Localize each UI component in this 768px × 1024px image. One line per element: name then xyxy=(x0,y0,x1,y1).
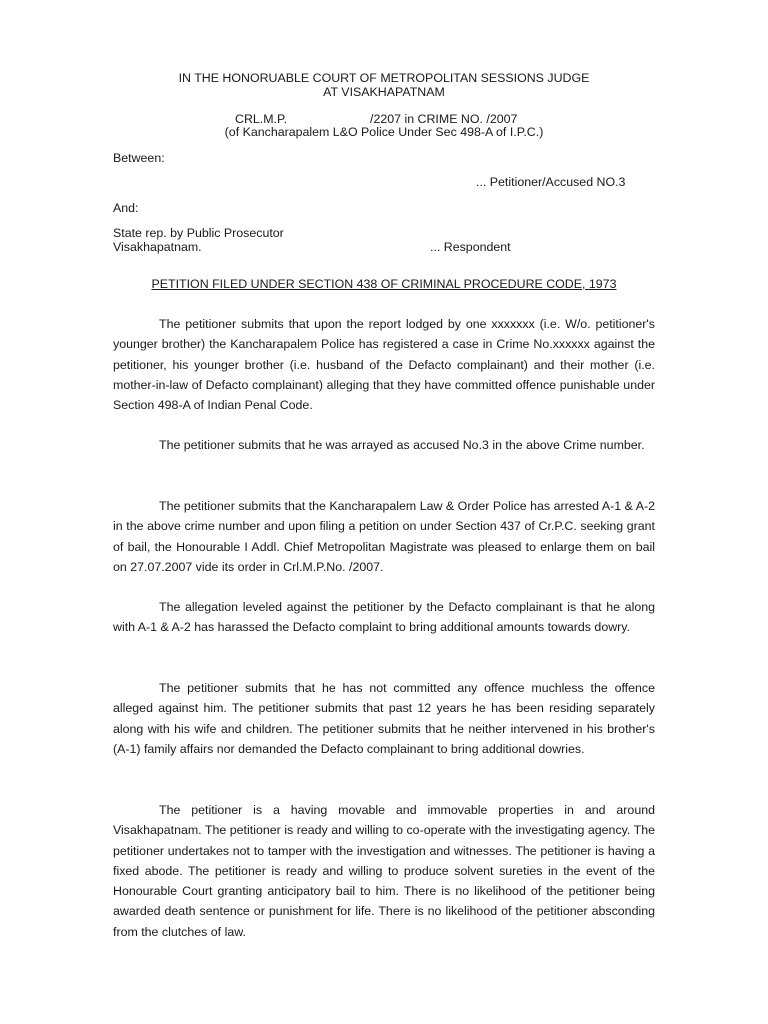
respondent-line2: Visakhapatnam. xyxy=(113,240,202,254)
between-label: Between: xyxy=(113,151,165,165)
case-police-reference: (of Kancharapalem L&O Police Under Sec 498-A of I.P.C.) xyxy=(224,125,544,139)
court-name-line2: AT VISAKHAPATNAM xyxy=(323,85,445,99)
paragraph-5: The petitioner submits that he has not committed any offence muchless the offence alleged against him. The petitioner submits that past 12 years he has been residing separately along with his wife and children. The petitioner submits that he neither intervened in his brother's (A-1) family affairs nor demanded the Defacto complainant to bring additional dowries. xyxy=(113,681,655,756)
petitioner-role: ... Petitioner/Accused NO.3 xyxy=(476,175,626,189)
paragraph-6: The petitioner is a having movable and immovable properties in and around Visakhapatnam. The petitioner is ready and willing to co-operate with the investigating agency. The petitioner undertakes not to tamper with the investigation and witnesses. The petitioner is having a fixed abode. The petitioner is ready and willing to produce solvent sureties in the event of the Honourable Court granting anticipatory bail to him. There is no likelihood of the petitioner being awarded death sentence or punishment for life. There is no likelihood of the petitioner absconding from the clutches of law. xyxy=(113,803,655,939)
paragraph-3: The petitioner submits that the Kancharapalem Law & Order Police has arrested A-1 & A-2 in the above crime number and upon filing a petition on under Section 437 of Cr.P.C. seeking grant of bail, the Honourable I Addl. Chief Metropolitan Magistrate was pleased to enlarge them on bail on 27.07.2007 vide its order in Crl.M.P.No. /2007. xyxy=(113,499,655,574)
respondent-line1: State rep. by Public Prosecutor xyxy=(113,226,284,240)
case-crl-number: CRL.M.P. xyxy=(235,112,288,126)
case-crime-number: /2207 in CRIME NO. /2007 xyxy=(370,112,518,126)
and-label: And: xyxy=(113,201,139,215)
paragraph-1: The petitioner submits that upon the report lodged by one xxxxxxx (i.e. W/o. petitioner's younger brother) the Kancharapalem Police has registered a case in Crime No.xxxxxx against the petitioner, his younger brother (i.e. husband of the Defacto complainant) and their mother (i.e. mother-in-law of Defacto complainant) alleging that they have committed offence punishable under Section 498-A of Indian Penal Code. xyxy=(113,317,655,413)
petition-title: PETITION FILED UNDER SECTION 438 OF CRIMINAL PROCEDURE CODE, 1973 xyxy=(151,277,617,291)
respondent-role: ... Respondent xyxy=(430,240,511,254)
paragraph-2: The petitioner submits that he was arrayed as accused No.3 in the above Crime number. xyxy=(159,438,645,452)
court-name-line1: IN THE HONORUABLE COURT OF METROPOLITAN SESSIONS JUDGE xyxy=(178,71,590,85)
paragraph-4: The allegation leveled against the petitioner by the Defacto complainant is that he along with A-1 & A-2 has harassed the Defacto complaint to bring additional amounts towards dowry. xyxy=(113,600,655,635)
